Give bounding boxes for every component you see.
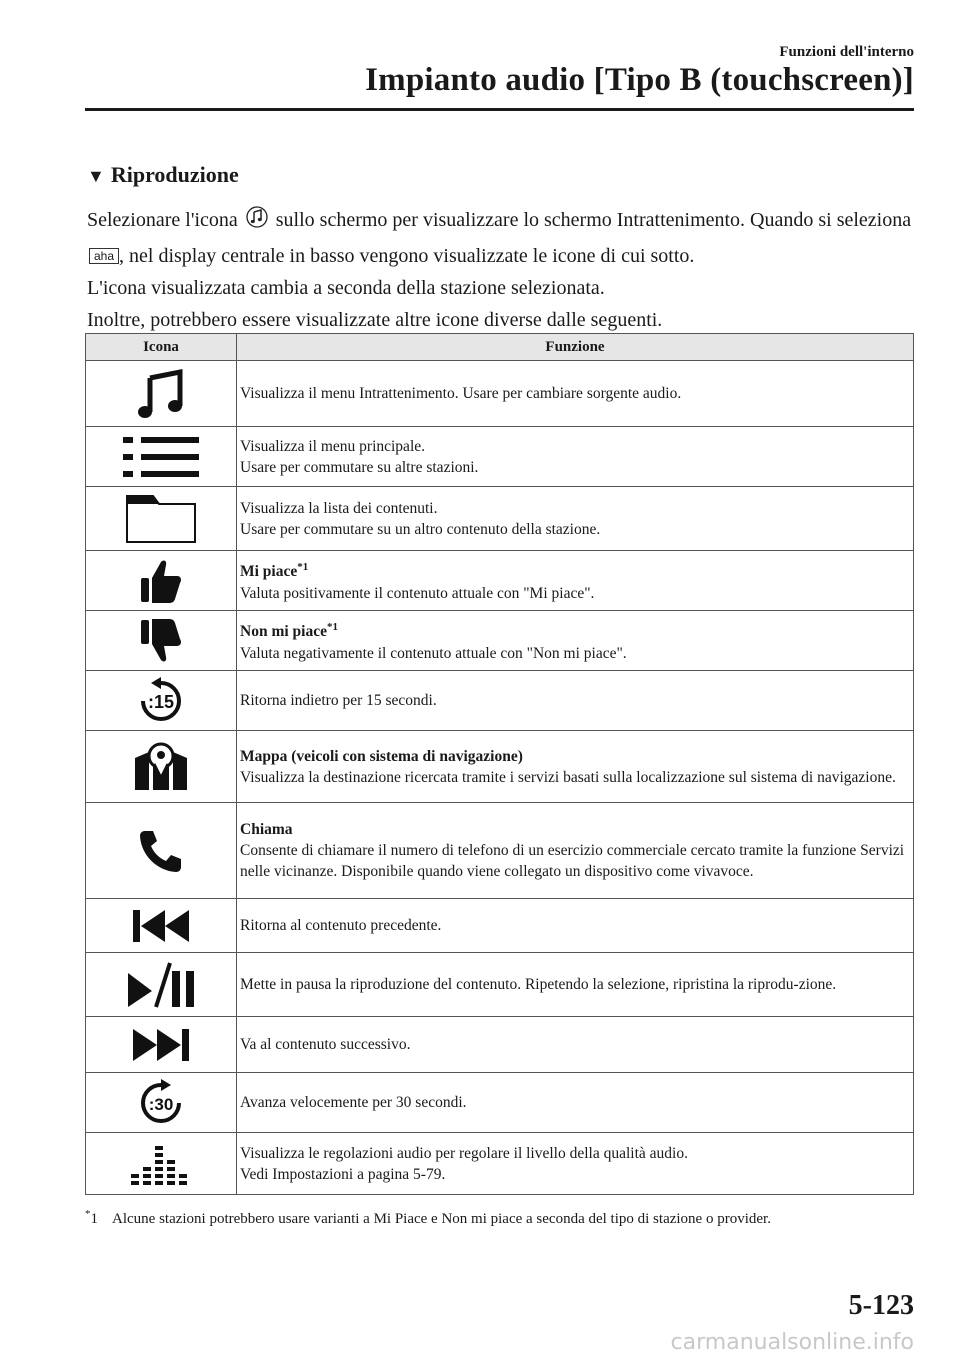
watermark: carmanualsonline.info: [670, 1330, 914, 1355]
col-header-icon: Icona: [86, 334, 237, 361]
intro-line-4: Inoltre, potrebbero essere visualizzate altre icone diverse dalle seguenti.: [87, 309, 663, 331]
function-text: Ritorna al contenuto precedente.: [240, 917, 442, 934]
header-divider: [85, 108, 914, 111]
function-text: Visualizza la destinazione ricercata tramite i servizi basati sulla localizzazione sul sistema di navigazione.: [240, 768, 896, 786]
function-title: Chiama: [240, 821, 293, 838]
footnote-text: Alcune stazioni potrebbero usare varianti a Mi Piace e Non mi piace a seconda del tipo di stazione o provider.: [112, 1211, 771, 1227]
menu-list-icon: [86, 427, 237, 487]
table-row: [86, 671, 914, 731]
function-text: Consente di chiamare il numero di telefono di un esercizio commerciale cercato tramite la funzione Servizi nelle vicinanze. Disponibile quando viene collegato un dispositivo come vivavoce.: [240, 842, 905, 880]
footnote: [85, 1208, 771, 1228]
table-row: [86, 1073, 914, 1133]
footnote-mark: *: [85, 1208, 91, 1220]
section-heading: [87, 162, 239, 188]
intro-text-3: , nel display centrale in basso vengono visualizzate le icone di cui sotto.: [119, 245, 695, 267]
table-row: [86, 1017, 914, 1073]
aha-badge: aha: [89, 248, 119, 264]
footnote-number: 1: [90, 1211, 98, 1227]
col-header-function: Funzione: [237, 334, 914, 361]
svg-text::30: :30: [148, 1094, 174, 1114]
function-text: Visualizza il menu Intrattenimento. Usare per cambiare sorgente audio.: [240, 385, 682, 402]
thumbs-down-icon: [86, 611, 237, 671]
function-text: Usare per commutare su un altro contenuto della stazione.: [240, 520, 601, 538]
function-text: Valuta positivamente il contenuto attuale con "Mi piace".: [240, 584, 595, 602]
music-note-inline-icon: [246, 204, 268, 240]
intro-line-3: L'icona visualizzata cambia a seconda della stazione selezionata.: [87, 277, 605, 299]
triangle-marker-icon: ▼: [87, 166, 105, 186]
table-row: [86, 953, 914, 1017]
skip-back-icon: [86, 899, 237, 953]
function-table: [85, 333, 914, 1195]
intro-text-2: sullo schermo per visualizzare lo schermo Intrattenimento. Quando si seleziona: [275, 209, 912, 231]
page-title: Impianto audio [Tipo B (touchscreen)]: [365, 62, 914, 98]
svg-text::15: :15: [147, 691, 175, 712]
function-text: Mette in pausa la riproduzione del contenuto. Ripetendo la selezione, ripristina la riprodu-zione.: [240, 976, 837, 993]
function-text: Va al contenuto successivo.: [240, 1036, 411, 1053]
function-text: Valuta negativamente il contenuto attuale con "Non mi piace".: [240, 644, 627, 662]
phone-icon: [86, 803, 237, 899]
function-title: Mappa (veicoli con sistema di navigazione): [240, 747, 523, 765]
function-title: Non mi piace$^{*1}$: [240, 621, 338, 641]
function-title: Mi piace$^{*1}$: [240, 561, 309, 581]
equalizer-icon: [86, 1133, 237, 1195]
table-row: [86, 1133, 914, 1195]
thumbs-up-icon: [86, 551, 237, 611]
intro-paragraph: [87, 204, 917, 336]
function-text: Usare per commutare su altre stazioni.: [240, 458, 479, 476]
table-row: [86, 487, 914, 551]
table-row: [86, 899, 914, 953]
music-note-icon: [86, 361, 237, 427]
table-row: [86, 361, 914, 427]
section-heading-text: Riproduzione: [110, 162, 239, 187]
table-row: [86, 551, 914, 611]
function-text: Avanza velocemente per 30 secondi.: [240, 1094, 467, 1111]
map-pin-icon: [86, 731, 237, 803]
rewind-15-icon: [86, 671, 237, 731]
play-pause-icon: [86, 953, 237, 1017]
function-text: Ritorna indietro per 15 secondi.: [240, 692, 437, 709]
table-row: [86, 803, 914, 899]
function-text: Vedi Impostazioni a pagina 5-79.: [240, 1165, 446, 1183]
function-text: Visualizza il menu principale.: [240, 437, 426, 455]
intro-text-1: Selezionare l'icona: [87, 209, 238, 231]
header-section-label: Funzioni dell'interno: [779, 44, 914, 60]
table-row: [86, 611, 914, 671]
function-text: Visualizza le regolazioni audio per regolare il livello della qualità audio.: [240, 1144, 688, 1162]
function-text: Visualizza la lista dei contenuti.: [240, 499, 438, 517]
forward-30-icon: [86, 1073, 237, 1133]
table-row: [86, 427, 914, 487]
table-row: [86, 731, 914, 803]
skip-forward-icon: [86, 1017, 237, 1073]
folder-icon: [86, 487, 237, 551]
page-number: 5-123: [848, 1290, 914, 1321]
